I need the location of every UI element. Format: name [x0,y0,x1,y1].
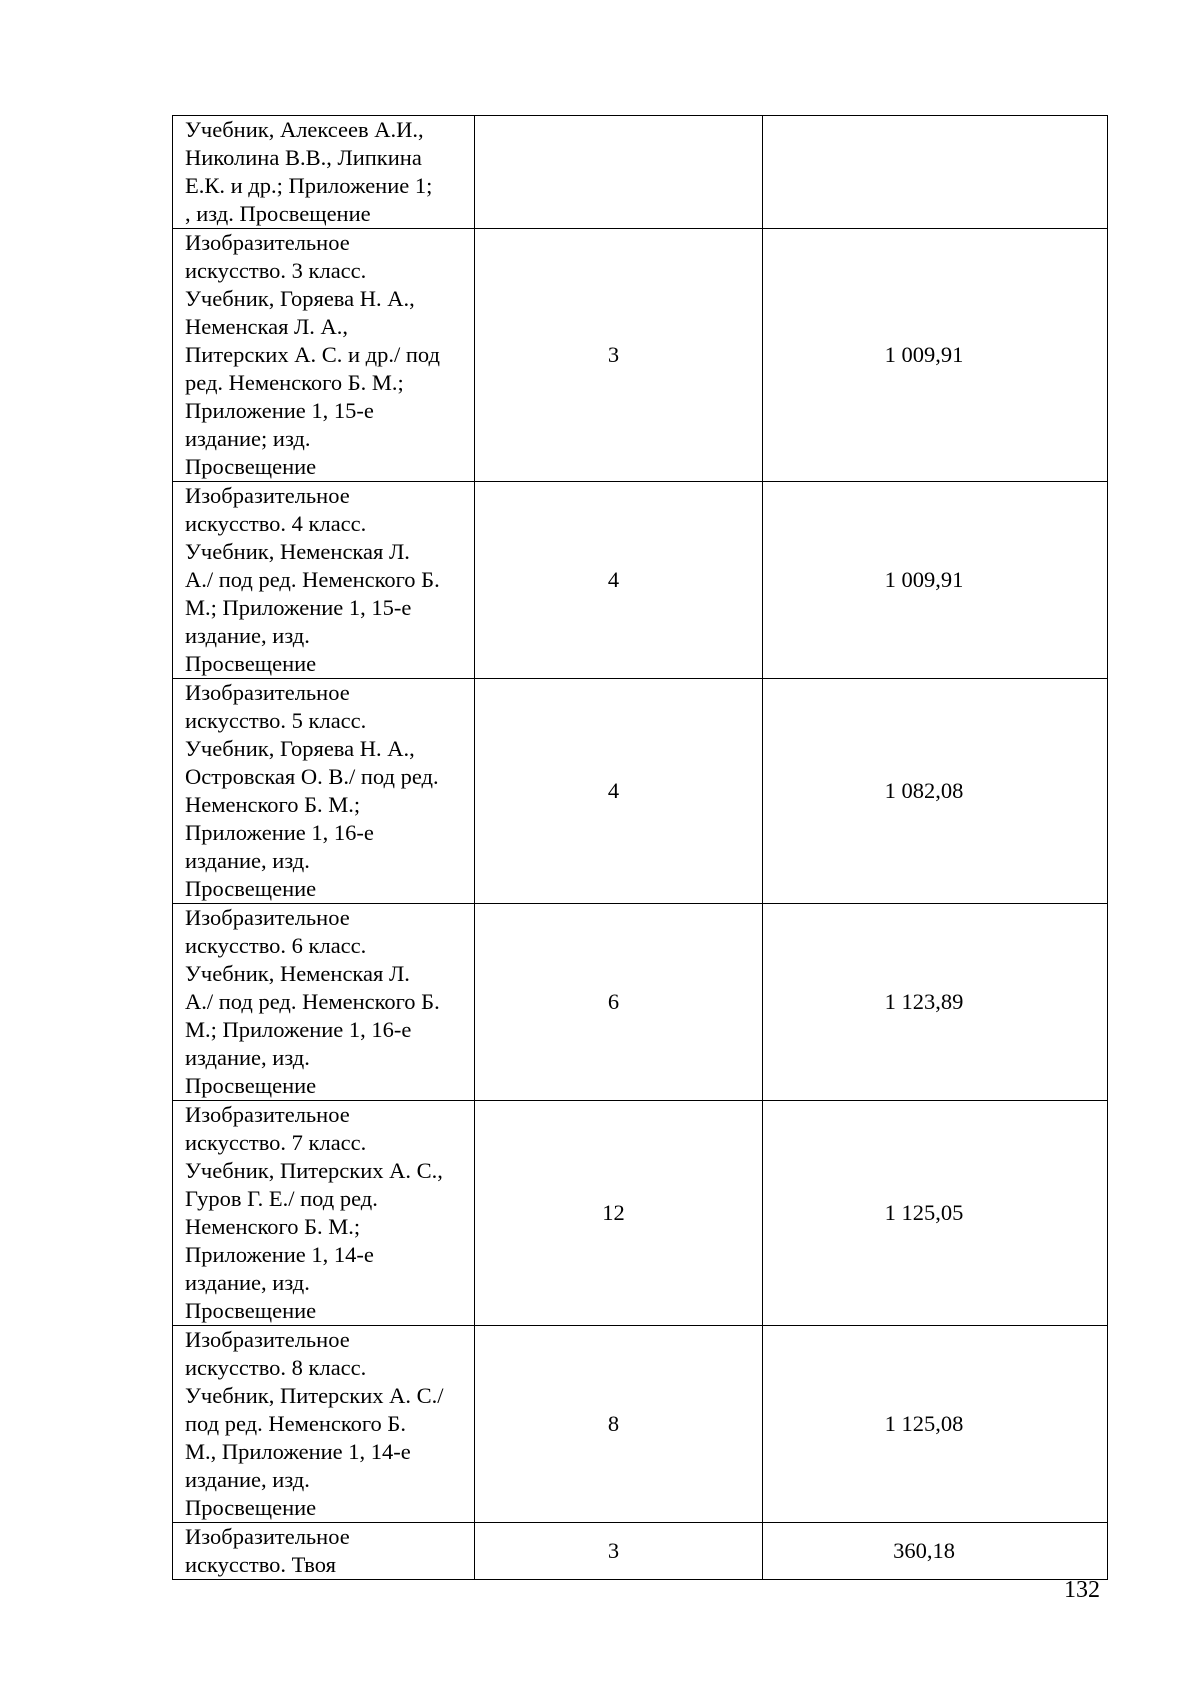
table-row [173,904,1108,1101]
table-row [173,1326,1108,1523]
price-cell: 1 009,91 [763,229,1108,482]
table-row [173,482,1108,679]
table-row [173,229,1108,482]
price-cell: 1 125,08 [763,1326,1108,1523]
textbook-description-cell: Изобразительное искусство. Твоя [173,1523,475,1580]
price-cell: 1 123,89 [763,904,1108,1101]
price-cell: 1 009,91 [763,482,1108,679]
price-cell [763,116,1108,229]
quantity-cell: 6 [475,904,763,1101]
quantity-cell [475,116,763,229]
price-cell: 1 125,05 [763,1101,1108,1326]
textbook-description-cell: Изобразительное искусство. 5 класс. Учебник, Горяева Н. А., Островская О. В./ под ред. Неменского Б. М.; Приложение 1, 16-е издание, изд. Просвещение [173,679,475,904]
quantity-cell: 8 [475,1326,763,1523]
quantity-cell: 3 [475,229,763,482]
table-row [173,1523,1108,1580]
quantity-cell: 4 [475,482,763,679]
quantity-cell: 4 [475,679,763,904]
table-row [173,679,1108,904]
quantity-cell: 3 [475,1523,763,1580]
textbook-description-cell: Изобразительное искусство. 3 класс. Учебник, Горяева Н. А., Неменская Л. А., Питерских А. С. и др./ под ред. Неменского Б. М.; Приложение 1, 15-е издание; изд. Просвещение [173,229,475,482]
textbook-description-cell: Изобразительное искусство. 8 класс. Учебник, Питерских А. С./ под ред. Неменского Б. М., Приложение 1, 14-е издание, изд. Просвещение [173,1326,475,1523]
price-cell: 360,18 [763,1523,1108,1580]
page-number: 132 [1064,1577,1100,1603]
price-cell: 1 082,08 [763,679,1108,904]
table-row [173,116,1108,229]
textbook-table [172,115,1108,1580]
textbook-description-cell: Изобразительное искусство. 6 класс. Учебник, Неменская Л. А./ под ред. Неменского Б. М.; Приложение 1, 16-е издание, изд. Просвещение [173,904,475,1101]
quantity-cell: 12 [475,1101,763,1326]
textbook-description-cell: Учебник, Алексеев А.И., Николина В.В., Липкина Е.К. и др.; Приложение 1; , изд. Просвещение [173,116,475,229]
table-row [173,1101,1108,1326]
textbook-description-cell: Изобразительное искусство. 7 класс. Учебник, Питерских А. С., Гуров Г. Е./ под ред. Неменского Б. М.; Приложение 1, 14-е издание, изд. Просвещение [173,1101,475,1326]
textbook-description-cell: Изобразительное искусство. 4 класс. Учебник, Неменская Л. А./ под ред. Неменского Б. М.; Приложение 1, 15-е издание, изд. Просвещение [173,482,475,679]
